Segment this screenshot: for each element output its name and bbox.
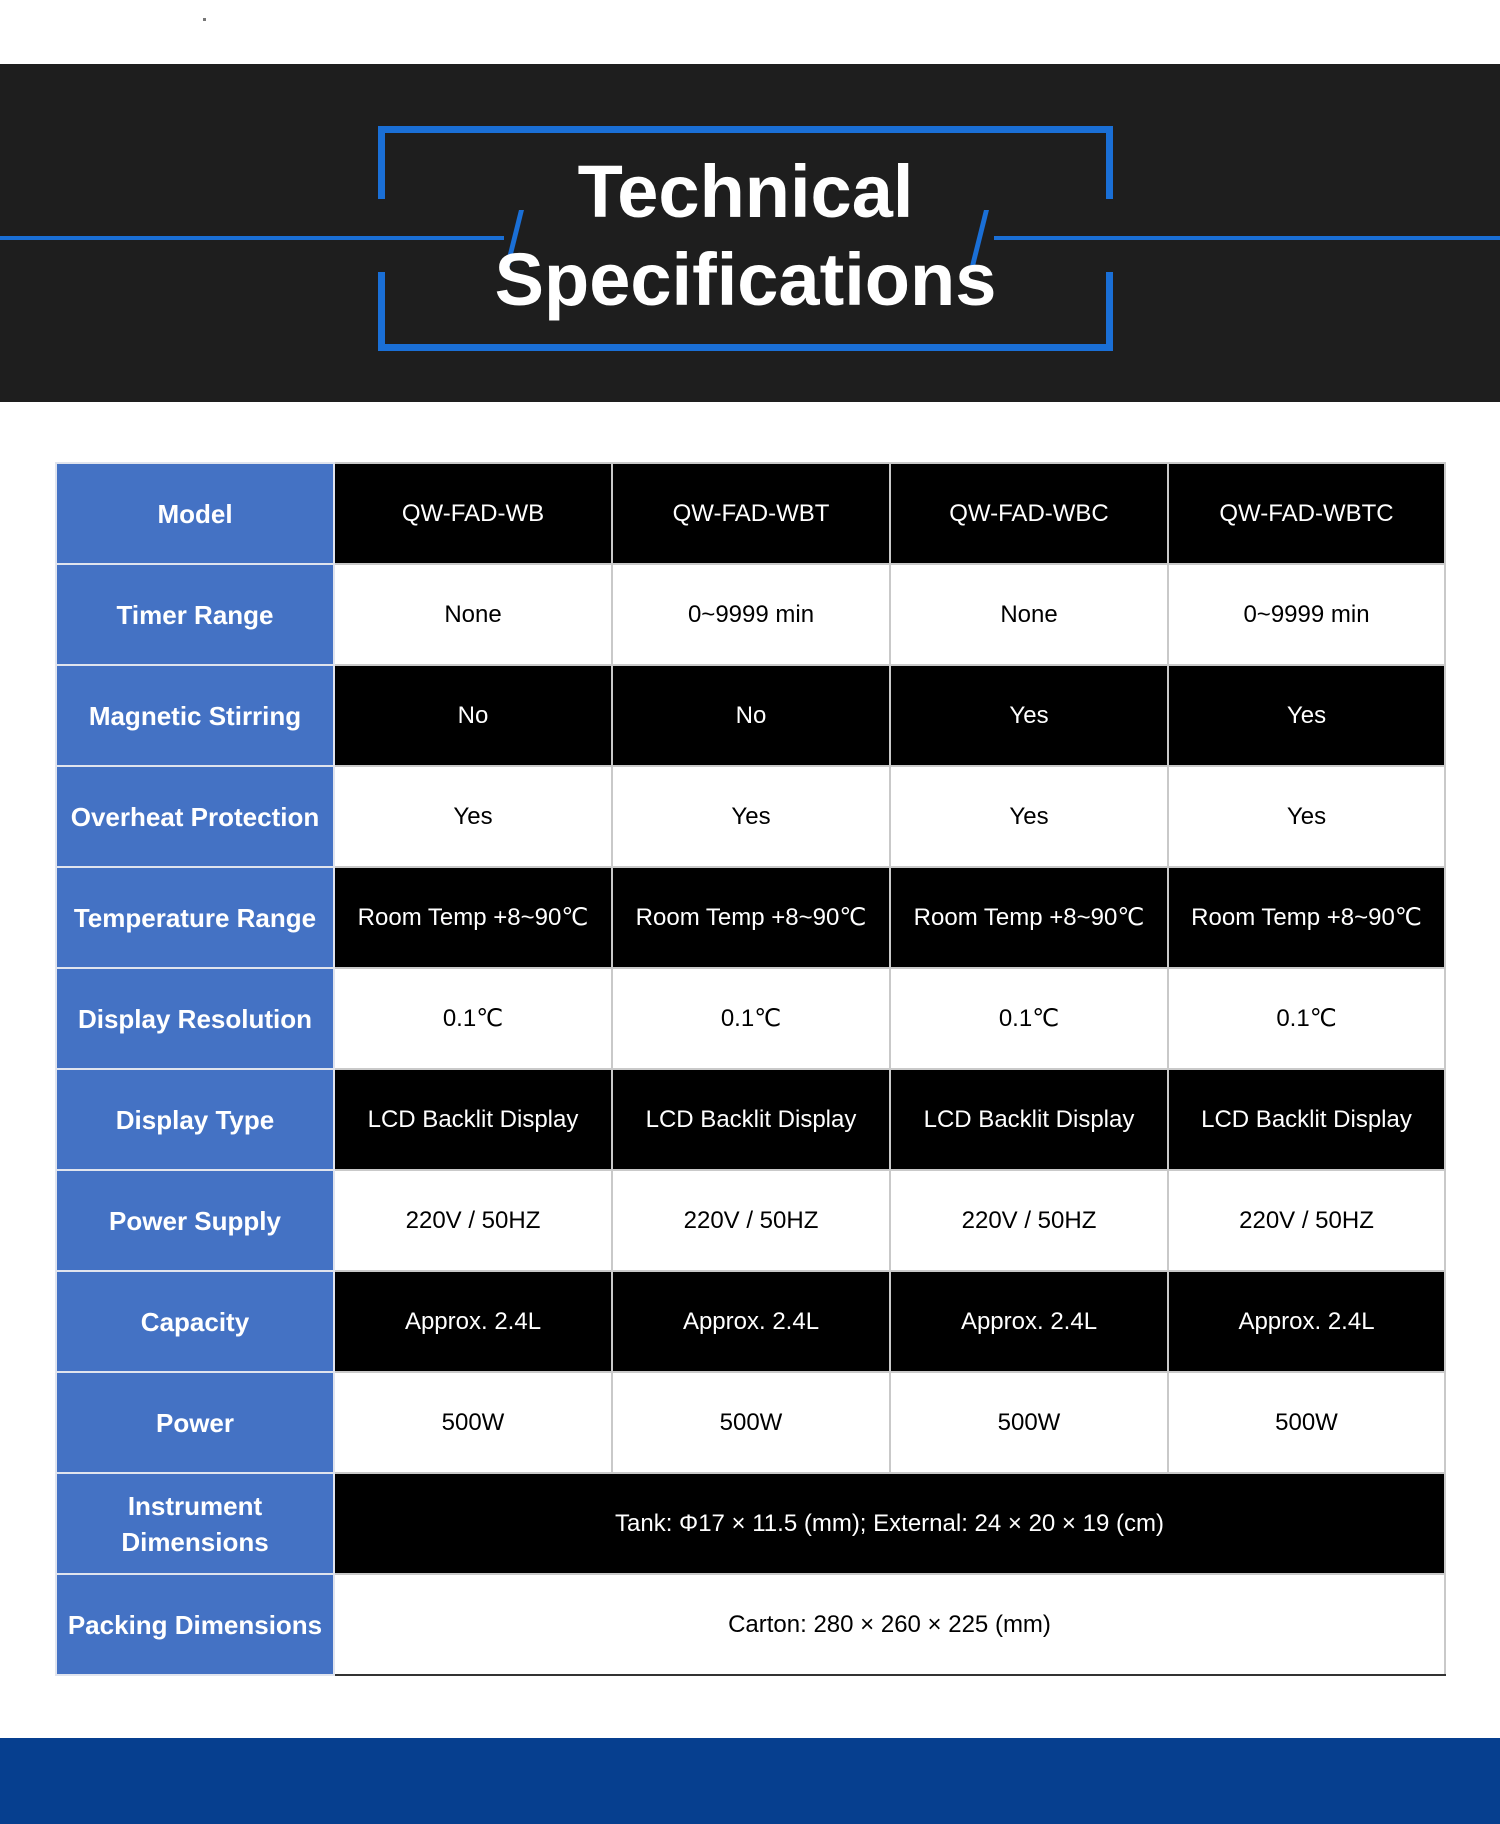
title-line-1: Technical (577, 150, 914, 233)
cell-value: None (890, 564, 1168, 665)
cell-value: Yes (1168, 665, 1445, 766)
row-label: Power Supply (56, 1170, 334, 1271)
cell-value: 0.1℃ (890, 968, 1168, 1069)
cell-value: Room Temp +8~90℃ (890, 867, 1168, 968)
cell-value: Room Temp +8~90℃ (612, 867, 890, 968)
row-temperature-range (56, 867, 1445, 968)
row-model (56, 463, 1445, 564)
row-capacity (56, 1271, 1445, 1372)
cell-value: Approx. 2.4L (334, 1271, 612, 1372)
cell-value: None (334, 564, 612, 665)
cell-value-merged: Tank: Φ17 × 11.5 (mm); External: 24 × 20 × 19 (cm) (334, 1473, 1445, 1574)
cell-value: QW-FAD-WBC (890, 463, 1168, 564)
cell-value: LCD Backlit Display (612, 1069, 890, 1170)
cell-value: LCD Backlit Display (1168, 1069, 1445, 1170)
row-magnetic-stirring (56, 665, 1445, 766)
row-label: Model (56, 463, 334, 564)
cell-value: 220V / 50HZ (890, 1170, 1168, 1271)
cell-value: No (612, 665, 890, 766)
cell-value: Room Temp +8~90℃ (334, 867, 612, 968)
cell-value: LCD Backlit Display (334, 1069, 612, 1170)
cell-value: Yes (612, 766, 890, 867)
row-power (56, 1372, 1445, 1473)
cell-value: Approx. 2.4L (890, 1271, 1168, 1372)
cell-value: Yes (890, 766, 1168, 867)
cell-value: Room Temp +8~90℃ (1168, 867, 1445, 968)
row-power-supply (56, 1170, 1445, 1271)
cell-value: 500W (612, 1372, 890, 1473)
title-line-2: Specifications (494, 238, 997, 321)
cell-value: Yes (890, 665, 1168, 766)
cell-value: Yes (334, 766, 612, 867)
spec-table (55, 462, 1446, 1676)
cell-value: 500W (890, 1372, 1168, 1473)
row-label: Packing Dimensions (56, 1574, 334, 1675)
row-label: Overheat Protection (56, 766, 334, 867)
cell-value: Yes (1168, 766, 1445, 867)
cell-value: 500W (1168, 1372, 1445, 1473)
row-label: Temperature Range (56, 867, 334, 968)
row-label (56, 1473, 334, 1574)
row-timer-range (56, 564, 1445, 665)
row-label-line-2: Dimensions (121, 1526, 269, 1557)
cell-value: 0.1℃ (612, 968, 890, 1069)
row-instrument-dimensions (56, 1473, 1445, 1574)
cell-value: 0.1℃ (334, 968, 612, 1069)
cell-value: Approx. 2.4L (1168, 1271, 1445, 1372)
cell-value: 220V / 50HZ (334, 1170, 612, 1271)
title-banner (0, 64, 1500, 402)
frame-top (378, 126, 1113, 133)
cell-value: 0.1℃ (1168, 968, 1445, 1069)
row-label: Display Type (56, 1069, 334, 1170)
frame-bottom (378, 344, 1113, 351)
cell-value: 220V / 50HZ (612, 1170, 890, 1271)
stray-dot (203, 18, 206, 21)
cell-value: 0~9999 min (612, 564, 890, 665)
cell-value: 220V / 50HZ (1168, 1170, 1445, 1271)
cell-value-merged: Carton: 280 × 260 × 225 (mm) (334, 1574, 1445, 1675)
page-title (378, 148, 1113, 324)
row-label: Power (56, 1372, 334, 1473)
row-packing-dimensions (56, 1574, 1445, 1675)
row-label: Display Resolution (56, 968, 334, 1069)
cell-value: Approx. 2.4L (612, 1271, 890, 1372)
row-overheat-protection (56, 766, 1445, 867)
cell-value: No (334, 665, 612, 766)
row-label: Timer Range (56, 564, 334, 665)
cell-value: QW-FAD-WB (334, 463, 612, 564)
row-label-line-1: Instrument (127, 1490, 263, 1521)
cell-value: LCD Backlit Display (890, 1069, 1168, 1170)
cell-value: QW-FAD-WBTC (1168, 463, 1445, 564)
row-label: Magnetic Stirring (56, 665, 334, 766)
row-label: Capacity (56, 1271, 334, 1372)
row-display-resolution (56, 968, 1445, 1069)
footer-bar (0, 1738, 1500, 1824)
cell-value: 0~9999 min (1168, 564, 1445, 665)
cell-value: QW-FAD-WBT (612, 463, 890, 564)
row-display-type (56, 1069, 1445, 1170)
cell-value: 500W (334, 1372, 612, 1473)
